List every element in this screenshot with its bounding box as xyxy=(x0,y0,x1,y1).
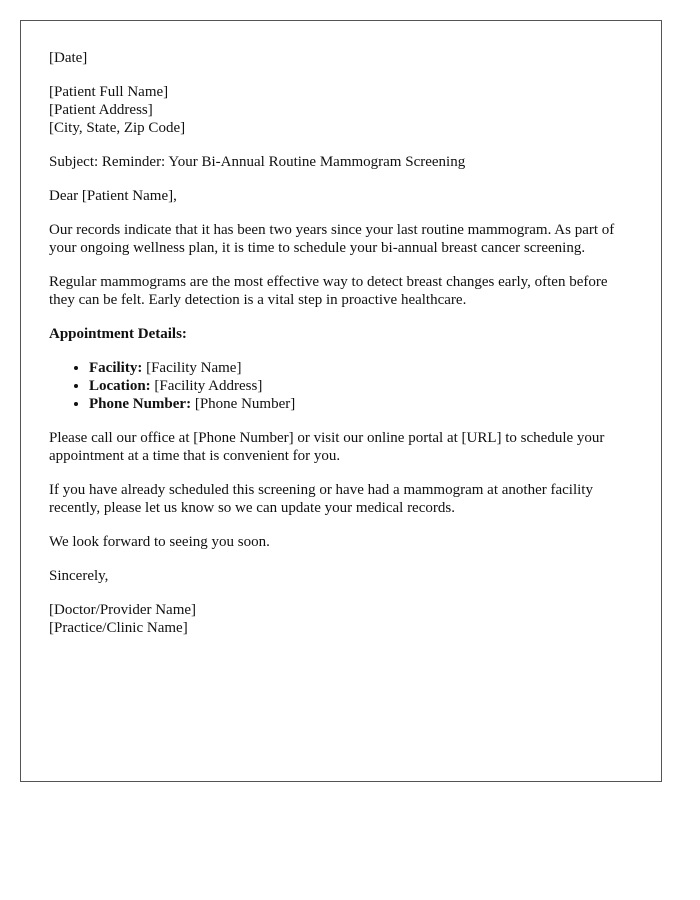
practice-name: [Practice/Clinic Name] xyxy=(49,620,188,636)
body-paragraph: Regular mammograms are the most effective way to detect breast changes early, often before they can be felt. Early detection is a vital step in proactive healthcare. xyxy=(49,274,608,308)
closing-paragraph: We look forward to seeing you soon. xyxy=(49,534,270,550)
subject-line: Subject: Reminder: Your Bi-Annual Routine Mammogram Screening xyxy=(49,154,466,170)
closing-paragraph: If you have already scheduled this screening or have had a mammogram at another facility recently, please let us know so we can update your medical records. xyxy=(49,482,593,516)
appointment-details-list xyxy=(49,359,633,413)
list-item-facility: • Facility: [Facility Name] xyxy=(89,359,633,377)
recipient-city: [City, State, Zip Code] xyxy=(49,120,186,136)
list-item-phone: • Phone Number: [Phone Number] xyxy=(89,395,633,413)
recipient-name: [Patient Full Name] xyxy=(49,84,169,100)
body-paragraph: Our records indicate that it has been two years since your last routine mammogram. As part of your ongoing wellness plan, it is time to schedule your bi-annual breast cancer screening. xyxy=(49,222,615,256)
recipient-address: [Patient Address] xyxy=(49,102,153,118)
recipient-block xyxy=(49,83,633,137)
date: [Date] xyxy=(49,50,88,66)
signature-block xyxy=(49,601,633,637)
provider-name: [Doctor/Provider Name] xyxy=(49,602,197,618)
list-item-location: • Location: [Facility Address] xyxy=(89,377,633,395)
closing-paragraph: Please call our office at [Phone Number] or visit our online portal at [URL] to schedule your appointment at a time that is convenient for you. xyxy=(49,430,605,464)
signoff: Sincerely, xyxy=(49,568,109,584)
appointment-heading: Appointment Details: xyxy=(49,326,187,342)
salutation: Dear [Patient Name], xyxy=(49,188,177,204)
letter xyxy=(20,20,662,782)
